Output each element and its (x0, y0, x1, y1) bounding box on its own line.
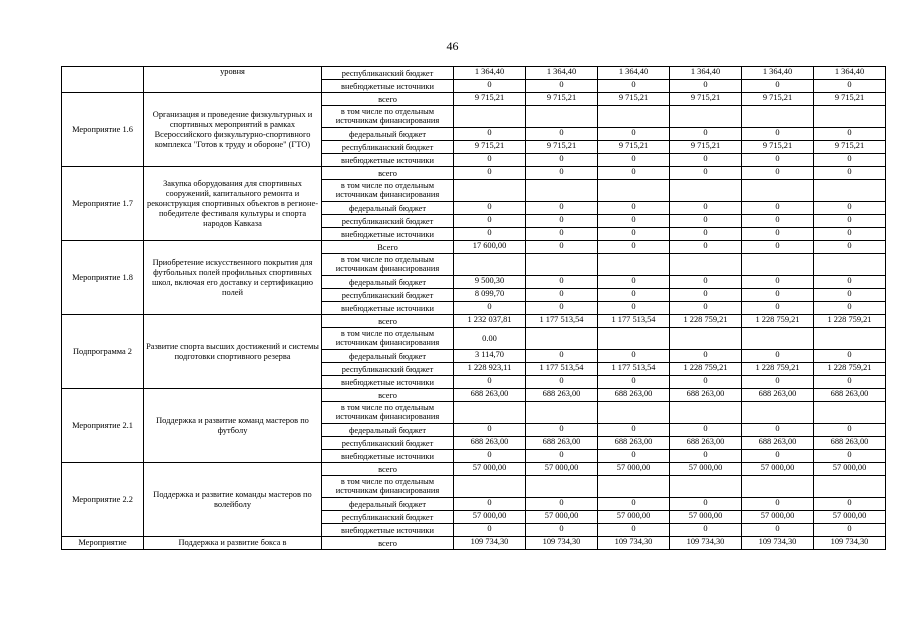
value-cell: 9 715,21 (454, 141, 526, 154)
value-cell: 1 228 759,21 (670, 363, 742, 376)
source-label: федеральный бюджет (322, 350, 454, 363)
event-label (62, 67, 144, 93)
value-cell (670, 402, 742, 424)
value-cell: 0 (454, 302, 526, 315)
value-cell (598, 254, 670, 276)
value-cell: 9 715,21 (742, 141, 814, 154)
value-cell: 0 (814, 524, 886, 537)
event-name: Поддержка и развитие команды мастеров по волейболу (144, 463, 322, 537)
value-cell: 0 (526, 154, 598, 167)
source-label: внебюджетные источники (322, 376, 454, 389)
value-cell (598, 106, 670, 128)
value-cell: 0 (598, 276, 670, 289)
event-label: Мероприятие 1.6 (62, 93, 144, 167)
source-label: всего (322, 93, 454, 106)
value-cell: 0 (526, 241, 598, 254)
value-cell: 0 (598, 289, 670, 302)
value-cell: 9 715,21 (814, 141, 886, 154)
value-cell: 0 (526, 228, 598, 241)
value-cell (526, 106, 598, 128)
value-cell: 0 (742, 128, 814, 141)
value-cell: 688 263,00 (526, 437, 598, 450)
value-cell: 1 364,40 (454, 67, 526, 80)
value-cell: 0 (526, 128, 598, 141)
value-cell (526, 254, 598, 276)
value-cell: 0 (454, 450, 526, 463)
source-label: внебюджетные источники (322, 302, 454, 315)
value-cell (526, 328, 598, 350)
value-cell: 688 263,00 (742, 389, 814, 402)
value-cell: 1 228 759,21 (670, 315, 742, 328)
value-cell: 109 734,30 (454, 537, 526, 550)
value-cell: 688 263,00 (670, 389, 742, 402)
value-cell: 0 (526, 167, 598, 180)
value-cell (670, 106, 742, 128)
value-cell: 0 (670, 376, 742, 389)
value-cell: 57 000,00 (670, 463, 742, 476)
value-cell: 688 263,00 (526, 389, 598, 402)
value-cell: 1 364,40 (526, 67, 598, 80)
value-cell: 0 (742, 215, 814, 228)
value-cell: 1 177 513,54 (598, 363, 670, 376)
source-label: всего (322, 463, 454, 476)
value-cell: 0 (598, 215, 670, 228)
value-cell: 109 734,30 (598, 537, 670, 550)
value-cell (814, 402, 886, 424)
source-label: республиканский бюджет (322, 511, 454, 524)
value-cell (742, 254, 814, 276)
value-cell: 0 (598, 524, 670, 537)
value-cell (742, 402, 814, 424)
value-cell: 9 715,21 (526, 141, 598, 154)
value-cell: 57 000,00 (742, 463, 814, 476)
source-label: внебюджетные источники (322, 80, 454, 93)
value-cell: 8 099,70 (454, 289, 526, 302)
value-cell (742, 180, 814, 202)
value-cell: 0 (454, 228, 526, 241)
event-name: Поддержка и развитие бокса в (144, 537, 322, 550)
value-cell: 0 (742, 202, 814, 215)
value-cell: 688 263,00 (454, 389, 526, 402)
source-label: в том числе по отдельным источникам финансирования (322, 328, 454, 350)
value-cell (814, 476, 886, 498)
value-cell: 0 (814, 241, 886, 254)
value-cell: 0 (670, 424, 742, 437)
value-cell: 9 715,21 (526, 93, 598, 106)
value-cell: 57 000,00 (454, 463, 526, 476)
value-cell: 0 (814, 289, 886, 302)
source-label: в том числе по отдельным источникам финансирования (322, 106, 454, 128)
value-cell: 0 (670, 241, 742, 254)
source-label: федеральный бюджет (322, 128, 454, 141)
value-cell: 9 715,21 (742, 93, 814, 106)
value-cell: 0 (598, 128, 670, 141)
value-cell: 0 (670, 215, 742, 228)
value-cell: 0 (598, 80, 670, 93)
value-cell: 57 000,00 (598, 463, 670, 476)
value-cell: 0 (454, 128, 526, 141)
value-cell: 0 (670, 350, 742, 363)
value-cell: 0 (526, 202, 598, 215)
value-cell: 0 (670, 289, 742, 302)
source-label: внебюджетные источники (322, 450, 454, 463)
source-label: в том числе по отдельным источникам финансирования (322, 402, 454, 424)
event-name: Закупка оборудования для спортивных сооружений, капитального ремонта и реконструкция спортивных объектов в регионе-победителе фестиваля культуры и спорта народов Кавказа (144, 167, 322, 241)
value-cell: 0 (454, 215, 526, 228)
value-cell (454, 402, 526, 424)
value-cell: 0 (454, 80, 526, 93)
value-cell: 0 (814, 167, 886, 180)
value-cell: 0 (814, 450, 886, 463)
value-cell: 0 (742, 350, 814, 363)
value-cell (742, 106, 814, 128)
value-cell: 0 (526, 498, 598, 511)
value-cell: 0 (742, 289, 814, 302)
value-cell: 0 (454, 424, 526, 437)
value-cell: 0 (670, 228, 742, 241)
value-cell (598, 476, 670, 498)
value-cell (598, 402, 670, 424)
value-cell: 0 (742, 524, 814, 537)
value-cell: 0 (598, 167, 670, 180)
value-cell: 0 (598, 202, 670, 215)
value-cell: 0 (670, 80, 742, 93)
value-cell: 0 (454, 167, 526, 180)
value-cell: 0 (526, 302, 598, 315)
event-label: Мероприятие 1.7 (62, 167, 144, 241)
value-cell: 0 (742, 424, 814, 437)
event-name: Поддержка и развитие команд мастеров по футболу (144, 389, 322, 463)
value-cell: 0 (670, 450, 742, 463)
value-cell (454, 476, 526, 498)
source-label: федеральный бюджет (322, 498, 454, 511)
value-cell: 9 715,21 (670, 141, 742, 154)
value-cell: 0 (814, 498, 886, 511)
value-cell: 0 (742, 450, 814, 463)
value-cell: 0 (814, 154, 886, 167)
value-cell: 0 (598, 241, 670, 254)
value-cell: 0 (598, 498, 670, 511)
value-cell: 57 000,00 (814, 511, 886, 524)
value-cell: 9 715,21 (454, 93, 526, 106)
value-cell: 1 364,40 (742, 67, 814, 80)
source-label: республиканский бюджет (322, 141, 454, 154)
value-cell (526, 476, 598, 498)
value-cell: 0 (598, 424, 670, 437)
value-cell: 0 (670, 498, 742, 511)
value-cell: 0 (670, 167, 742, 180)
value-cell: 0 (814, 128, 886, 141)
value-cell: 9 715,21 (814, 93, 886, 106)
value-cell: 1 228 759,21 (814, 315, 886, 328)
value-cell: 0 (814, 424, 886, 437)
value-cell: 1 232 037,81 (454, 315, 526, 328)
source-label: в том числе по отдельным источникам финансирования (322, 180, 454, 202)
source-label: республиканский бюджет (322, 289, 454, 302)
value-cell: 57 000,00 (526, 511, 598, 524)
source-label: республиканский бюджет (322, 363, 454, 376)
value-cell: 688 263,00 (598, 437, 670, 450)
value-cell (454, 106, 526, 128)
value-cell: 0 (526, 276, 598, 289)
value-cell: 0 (454, 524, 526, 537)
value-cell: 1 228 759,21 (814, 363, 886, 376)
event-name: уровня (144, 67, 322, 93)
value-cell: 688 263,00 (598, 389, 670, 402)
value-cell: 0 (526, 289, 598, 302)
value-cell: 0.00 (454, 328, 526, 350)
value-cell (598, 180, 670, 202)
value-cell: 109 734,30 (742, 537, 814, 550)
value-cell: 0 (814, 215, 886, 228)
value-cell: 0 (814, 376, 886, 389)
value-cell: 109 734,30 (670, 537, 742, 550)
value-cell: 9 500,30 (454, 276, 526, 289)
source-label: федеральный бюджет (322, 276, 454, 289)
value-cell: 0 (454, 376, 526, 389)
value-cell: 688 263,00 (742, 437, 814, 450)
value-cell (526, 402, 598, 424)
value-cell: 0 (598, 154, 670, 167)
value-cell (814, 254, 886, 276)
source-label: всего (322, 167, 454, 180)
event-label: Мероприятие 1.8 (62, 241, 144, 315)
budget-table (61, 66, 886, 550)
value-cell (814, 180, 886, 202)
value-cell: 0 (670, 202, 742, 215)
value-cell: 0 (814, 350, 886, 363)
value-cell: 0 (598, 376, 670, 389)
value-cell: 0 (526, 215, 598, 228)
value-cell: 0 (526, 350, 598, 363)
event-label: Мероприятие (62, 537, 144, 550)
value-cell: 0 (814, 228, 886, 241)
source-label: внебюджетные источники (322, 524, 454, 537)
value-cell: 0 (742, 376, 814, 389)
value-cell: 688 263,00 (670, 437, 742, 450)
value-cell (814, 328, 886, 350)
event-label: Мероприятие 2.2 (62, 463, 144, 537)
value-cell: 0 (598, 350, 670, 363)
source-label: республиканский бюджет (322, 67, 454, 80)
value-cell: 3 114,70 (454, 350, 526, 363)
value-cell: 0 (526, 376, 598, 389)
source-label: в том числе по отдельным источникам финансирования (322, 254, 454, 276)
source-label: внебюджетные источники (322, 228, 454, 241)
source-label: федеральный бюджет (322, 424, 454, 437)
value-cell: 57 000,00 (598, 511, 670, 524)
source-label: внебюджетные источники (322, 154, 454, 167)
value-cell: 0 (742, 154, 814, 167)
value-cell: 0 (742, 302, 814, 315)
source-label: всего (322, 537, 454, 550)
value-cell (670, 254, 742, 276)
value-cell: 0 (742, 498, 814, 511)
value-cell: 1 177 513,54 (598, 315, 670, 328)
value-cell: 0 (454, 202, 526, 215)
event-label: Подпрограмма 2 (62, 315, 144, 389)
value-cell: 57 000,00 (814, 463, 886, 476)
value-cell: 0 (742, 276, 814, 289)
value-cell (742, 328, 814, 350)
value-cell: 0 (598, 302, 670, 315)
source-label: в том числе по отдельным источникам финансирования (322, 476, 454, 498)
value-cell: 688 263,00 (454, 437, 526, 450)
value-cell: 1 228 759,21 (742, 315, 814, 328)
value-cell: 1 228 923,11 (454, 363, 526, 376)
value-cell: 1 177 513,54 (526, 363, 598, 376)
value-cell: 9 715,21 (670, 93, 742, 106)
value-cell (670, 180, 742, 202)
value-cell: 109 734,30 (526, 537, 598, 550)
value-cell (598, 328, 670, 350)
source-label: всего (322, 389, 454, 402)
event-name: Организация и проведение физкультурных и спортивных мероприятий в рамках Всероссийского физкультурно-спортивного комплекса "Готов к труду и обороне" (ГТО) (144, 93, 322, 167)
event-label: Мероприятие 2.1 (62, 389, 144, 463)
event-name: Развитие спорта высших достижений и системы подготовки спортивного резерва (144, 315, 322, 389)
source-label: федеральный бюджет (322, 202, 454, 215)
value-cell: 57 000,00 (454, 511, 526, 524)
value-cell: 0 (742, 167, 814, 180)
value-cell: 0 (742, 228, 814, 241)
value-cell: 17 600,00 (454, 241, 526, 254)
value-cell: 0 (670, 302, 742, 315)
value-cell (454, 180, 526, 202)
value-cell: 0 (454, 498, 526, 511)
source-label: всего (322, 315, 454, 328)
value-cell: 109 734,30 (814, 537, 886, 550)
source-label: Всего (322, 241, 454, 254)
value-cell: 0 (670, 128, 742, 141)
value-cell (670, 328, 742, 350)
value-cell: 57 000,00 (526, 463, 598, 476)
value-cell: 1 177 513,54 (526, 315, 598, 328)
value-cell: 0 (814, 302, 886, 315)
event-name: Приобретение искусственного покрытия для футбольных полей профильных спортивных школ, включая его доставку и сертификацию полей (144, 241, 322, 315)
value-cell (742, 476, 814, 498)
source-label: республиканский бюджет (322, 437, 454, 450)
value-cell: 9 715,21 (598, 93, 670, 106)
value-cell: 57 000,00 (742, 511, 814, 524)
value-cell: 1 364,40 (670, 67, 742, 80)
value-cell: 0 (814, 202, 886, 215)
value-cell (526, 180, 598, 202)
value-cell: 1 364,40 (598, 67, 670, 80)
value-cell: 688 263,00 (814, 389, 886, 402)
value-cell (814, 106, 886, 128)
value-cell: 0 (670, 276, 742, 289)
source-label: республиканский бюджет (322, 215, 454, 228)
value-cell: 0 (814, 80, 886, 93)
value-cell (670, 476, 742, 498)
value-cell: 1 364,40 (814, 67, 886, 80)
value-cell: 0 (670, 524, 742, 537)
value-cell: 9 715,21 (598, 141, 670, 154)
value-cell: 0 (526, 450, 598, 463)
value-cell: 0 (742, 241, 814, 254)
page-number: 46 (446, 39, 459, 53)
value-cell: 0 (670, 154, 742, 167)
value-cell (454, 254, 526, 276)
value-cell: 0 (598, 450, 670, 463)
value-cell: 57 000,00 (670, 511, 742, 524)
value-cell: 0 (454, 154, 526, 167)
value-cell: 0 (814, 276, 886, 289)
value-cell: 0 (598, 228, 670, 241)
value-cell: 0 (526, 524, 598, 537)
value-cell: 688 263,00 (814, 437, 886, 450)
value-cell: 0 (526, 424, 598, 437)
value-cell: 0 (742, 80, 814, 93)
value-cell: 1 228 759,21 (742, 363, 814, 376)
value-cell: 0 (526, 80, 598, 93)
